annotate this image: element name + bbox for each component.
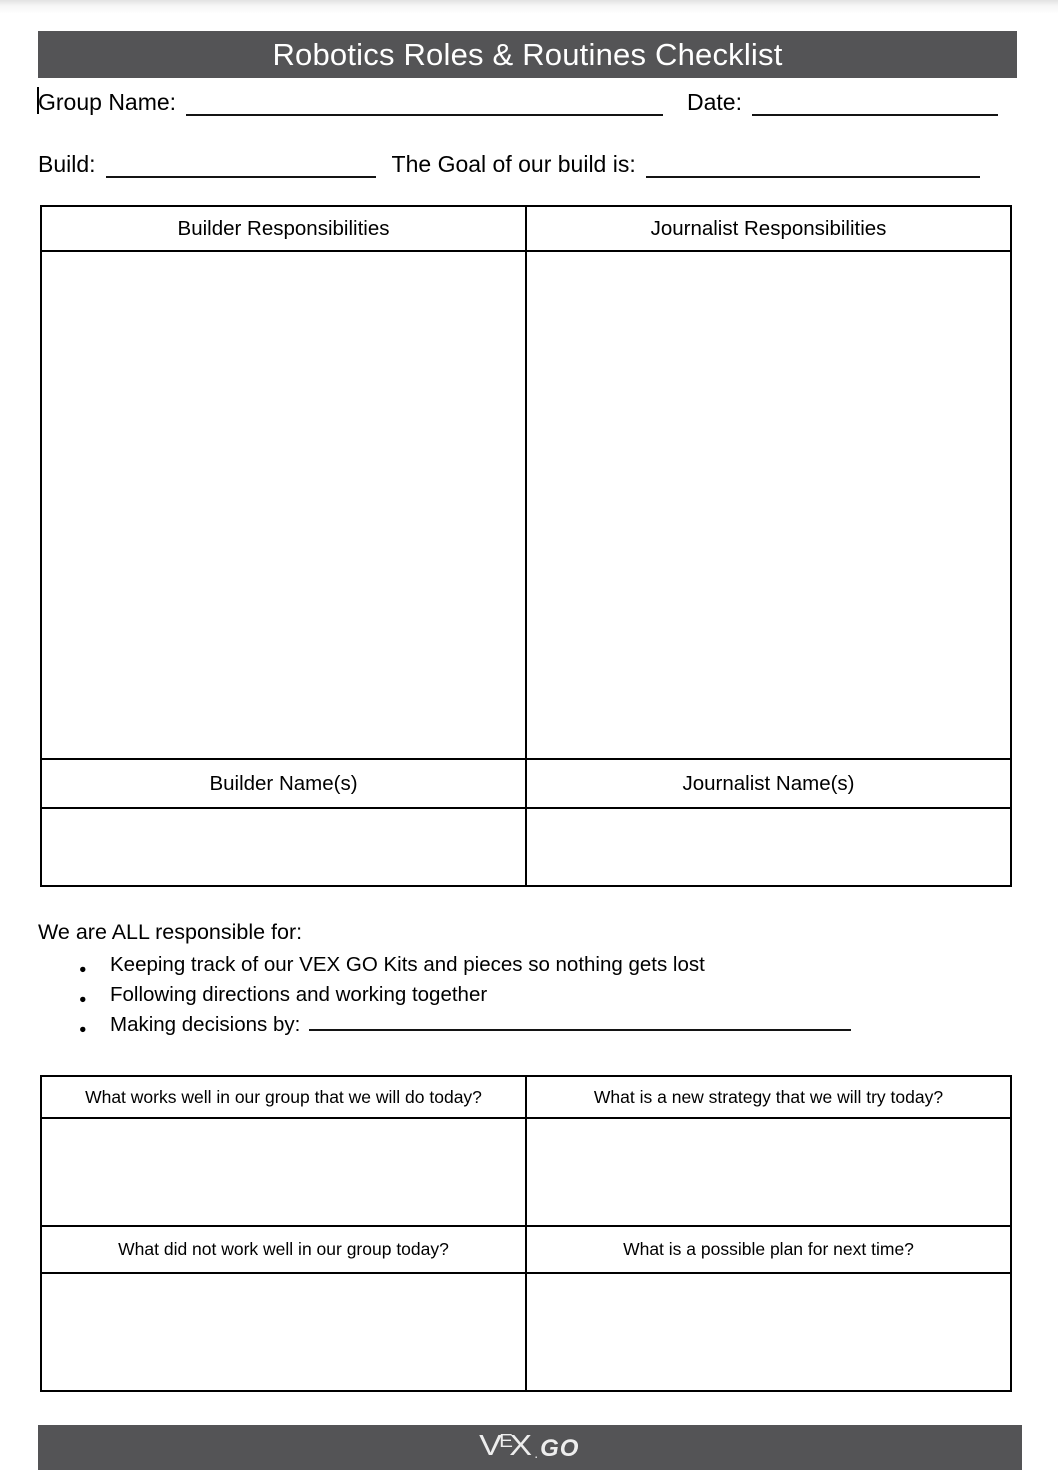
- works-well-cell[interactable]: [41, 1118, 526, 1226]
- shared-responsibilities-list: [38, 953, 851, 1043]
- list-item: [38, 983, 851, 1013]
- logo-letter-v: V: [478, 1430, 503, 1462]
- new-strategy-header: What is a new strategy that we will try today?: [526, 1076, 1011, 1118]
- page-title: Robotics Roles & Routines Checklist: [272, 36, 783, 72]
- shared-responsibilities-intro: We are ALL responsible for:: [38, 920, 303, 944]
- not-work-cell[interactable]: [41, 1273, 526, 1391]
- builder-responsibilities-cell[interactable]: [41, 251, 526, 759]
- not-work-header: What did not work well in our group today?: [41, 1226, 526, 1273]
- reflection-answer-row: [41, 1118, 1011, 1226]
- list-item: [38, 953, 851, 983]
- group-name-label: Group Name:: [38, 89, 177, 115]
- logo-letter-e: E: [498, 1431, 513, 1451]
- logo-dot: .: [534, 1445, 539, 1461]
- builder-names-header: Builder Name(s): [41, 759, 526, 808]
- page-top-shadow: [0, 0, 1058, 14]
- date-blank-line[interactable]: [752, 106, 998, 116]
- goal-blank-line[interactable]: [646, 168, 980, 178]
- builder-names-cell[interactable]: [41, 808, 526, 886]
- reflection-question-row: [41, 1226, 1011, 1273]
- date-label: Date:: [687, 89, 742, 115]
- reflection-answer-row: [41, 1273, 1011, 1391]
- reflection-question-row: [41, 1076, 1011, 1118]
- bullet-text: Following directions and working together: [110, 983, 488, 1006]
- build-blank-line[interactable]: [106, 168, 376, 178]
- reflection-table: [40, 1075, 1012, 1392]
- group-name-date-row: [38, 87, 998, 117]
- bullet-icon: ●: [79, 1022, 87, 1036]
- names-writein-row: [41, 808, 1011, 886]
- shared-responsibilities-section: [38, 918, 851, 1043]
- names-header-row: [41, 759, 1011, 808]
- works-well-header: What works well in our group that we will do today?: [41, 1076, 526, 1118]
- journalist-names-cell[interactable]: [526, 808, 1011, 886]
- decisions-blank-line[interactable]: [309, 1021, 851, 1031]
- bullet-text: Making decisions by:: [110, 1013, 301, 1036]
- logo-letter-x: X: [509, 1430, 532, 1462]
- plan-next-time-cell[interactable]: [526, 1273, 1011, 1391]
- bullet-icon: ●: [79, 962, 87, 976]
- journalist-names-header: Journalist Name(s): [526, 759, 1011, 808]
- new-strategy-cell[interactable]: [526, 1118, 1011, 1226]
- group-name-blank-line[interactable]: [186, 106, 663, 116]
- title-bar: [38, 31, 1017, 78]
- bullet-text: Keeping track of our VEX GO Kits and pieces so nothing gets lost: [110, 953, 705, 976]
- bullet-icon: ●: [79, 992, 87, 1006]
- plan-next-time-header: What is a possible plan for next time?: [526, 1226, 1011, 1273]
- footer-bar: [38, 1425, 1022, 1470]
- roles-header-row: [41, 206, 1011, 251]
- journalist-responsibilities-cell[interactable]: [526, 251, 1011, 759]
- build-label: Build:: [38, 151, 96, 177]
- build-goal-row: [38, 149, 980, 179]
- roles-writein-row: [41, 251, 1011, 759]
- logo-go: GO: [540, 1435, 580, 1462]
- goal-label: The Goal of our build is:: [391, 151, 636, 177]
- journalist-responsibilities-header: Journalist Responsibilities: [526, 206, 1011, 251]
- list-item: [38, 1013, 851, 1043]
- builder-responsibilities-header: Builder Responsibilities: [41, 206, 526, 251]
- vex-go-logo: [478, 1430, 580, 1462]
- roles-table: [40, 205, 1012, 887]
